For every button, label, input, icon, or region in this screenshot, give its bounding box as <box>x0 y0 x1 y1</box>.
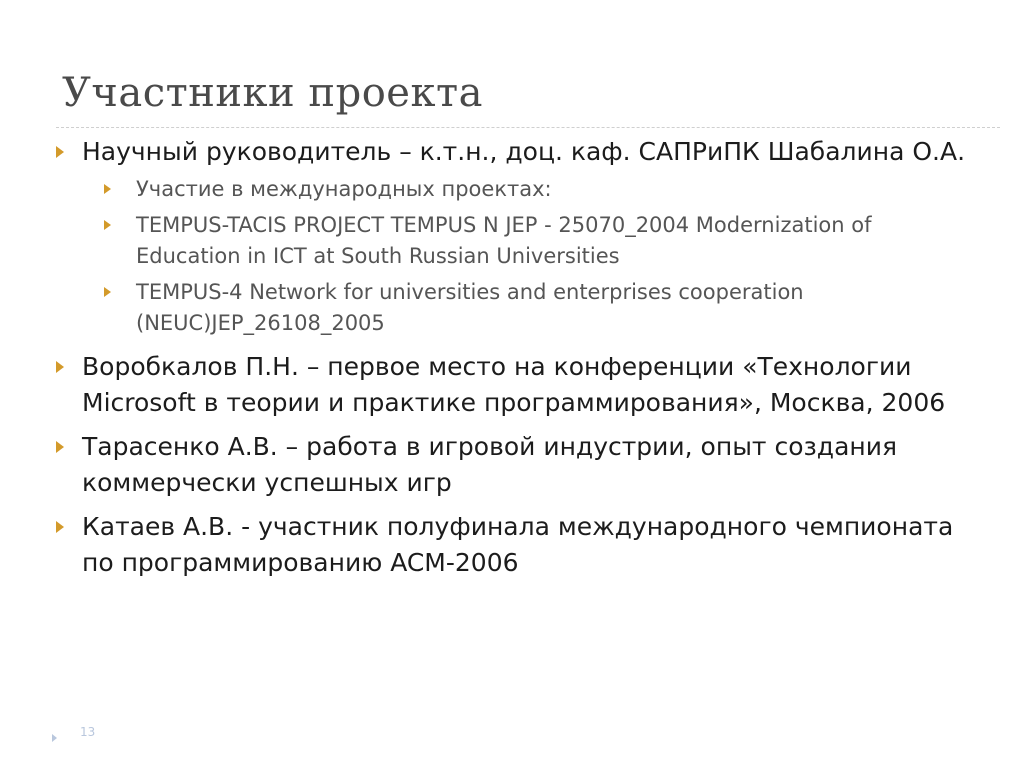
bullet-arrow-icon <box>56 521 64 533</box>
list-item <box>52 509 982 581</box>
sub-list-item-text: TEMPUS-TACIS PROJECT TEMPUS N JEP - 25070_2004 Modernization of Education in ICT at South Russian Universities <box>136 213 872 268</box>
sub-list-item <box>52 174 982 205</box>
sub-list-item-text: Участие в международных проектах: <box>136 177 552 201</box>
page-number: 13 <box>80 725 96 739</box>
list-item <box>52 429 982 501</box>
bullet-list <box>52 134 982 583</box>
footer-arrow-icon <box>52 734 57 742</box>
bullet-arrow-icon <box>56 361 64 373</box>
sub-list-item <box>52 277 982 339</box>
list-item-text: Научный руководитель – к.т.н., доц. каф. САПРиПК Шабалина О.А. <box>82 137 966 166</box>
bullet-arrow-icon <box>104 287 111 297</box>
bullet-arrow-icon <box>104 184 111 194</box>
list-item-text: Тарасенко А.В. – работа в игровой индустрии, опыт создания коммерчески успешных игр <box>82 432 898 497</box>
list-item <box>52 349 982 421</box>
bullet-arrow-icon <box>56 441 64 453</box>
sub-list-item-text: TEMPUS-4 Network for universities and enterprises cooperation (NEUC)JEP_26108_2005 <box>136 280 804 335</box>
list-item <box>52 134 982 170</box>
slide-title: Участники проекта <box>62 70 483 116</box>
list-item-text: Воробкалов П.Н. – первое место на конференции «Технологии Microsoft в теории и практике программирования», Москва, 2006 <box>82 352 946 417</box>
bullet-arrow-icon <box>56 146 64 158</box>
sub-list <box>52 174 982 339</box>
list-item-text: Катаев А.В. - участник полуфинала международного чемпионата по программированию ACM-2006 <box>82 512 954 577</box>
title-divider <box>56 127 1000 128</box>
sub-list-item <box>52 210 982 272</box>
bullet-arrow-icon <box>104 220 111 230</box>
